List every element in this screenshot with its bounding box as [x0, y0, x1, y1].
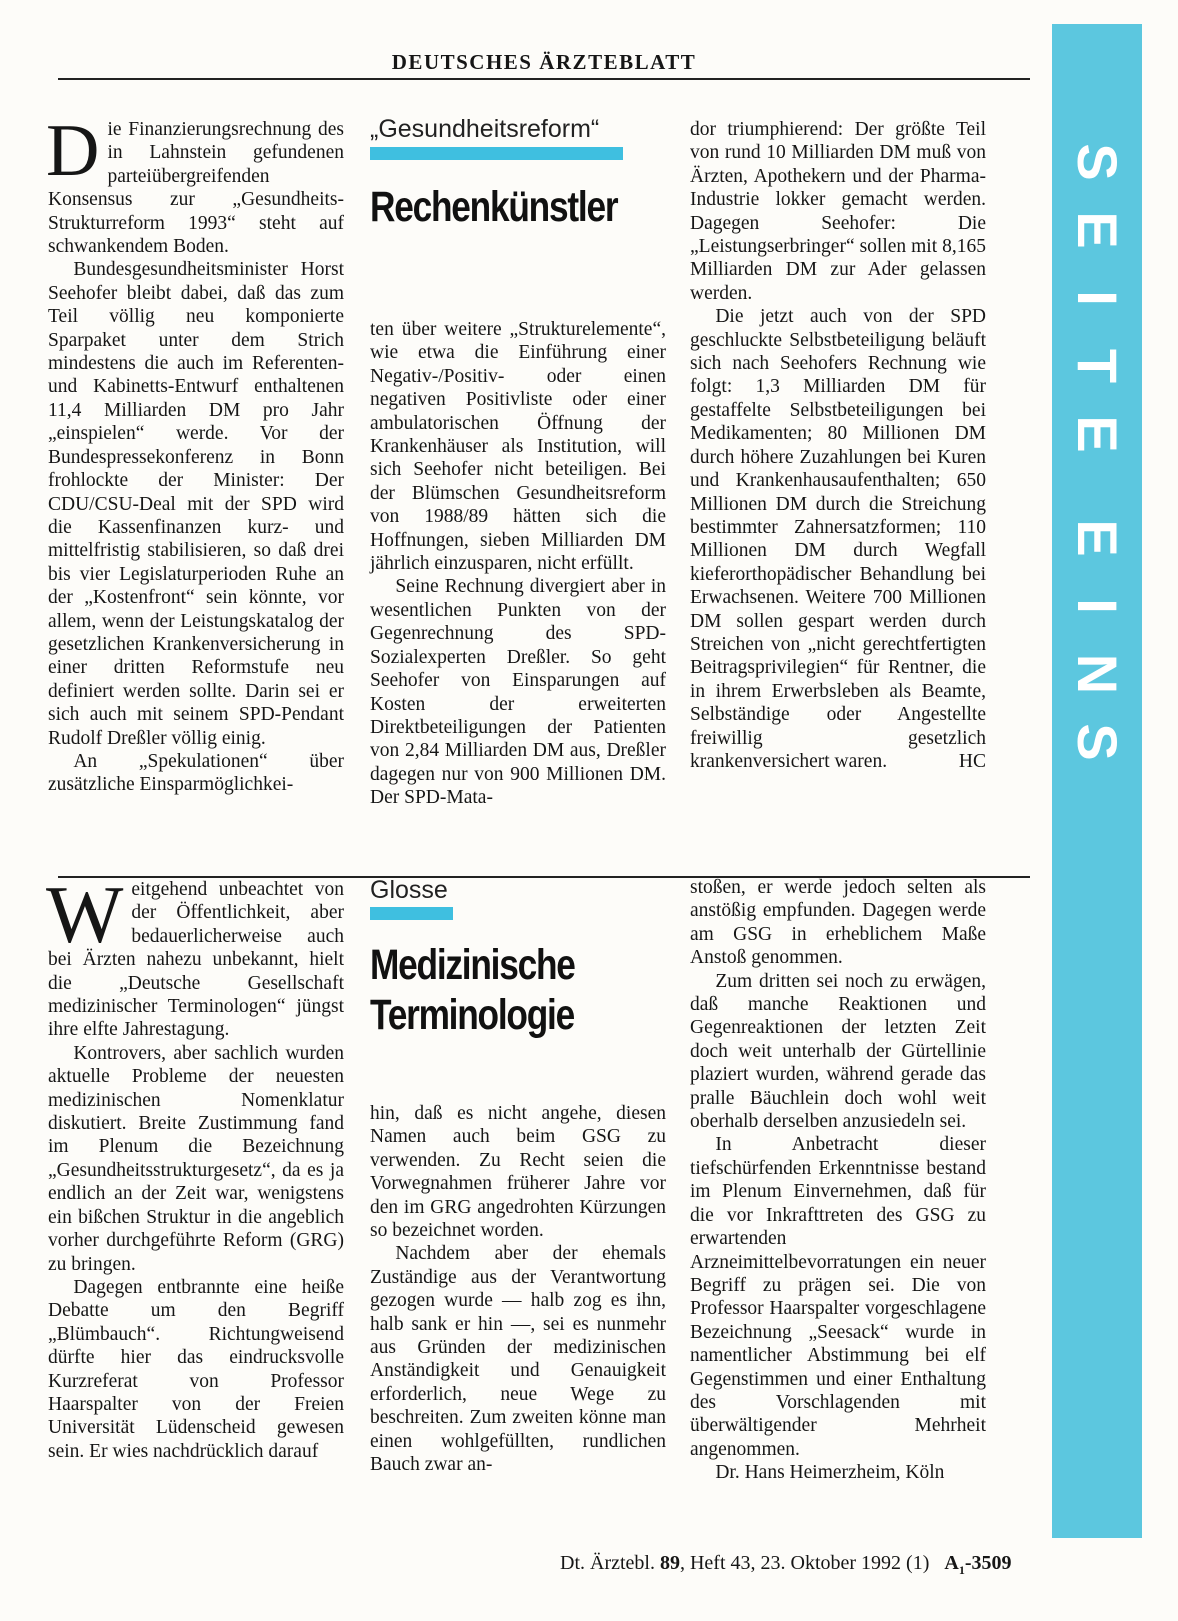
- article2-paragraph: In Anbetracht dieser tiefschürfenden Erkenntnisse bestand im Plenum Einvernehmen, daß für die vor Inkrafttreten des GSG zu erwartenden Arzneimittelbevorratungen ein neuer Begriff zu prägen sei. Die von Professor Haarspalter vorgeschlagene Bezeichnung „Seesack“ wurde in namentlicher Abstimmung bei elf Gegenstimmen und einer Enthaltung des Vorschlagenden mit überwältigender Mehrheit angenommen.: [690, 1134, 986, 1460]
- sidebar-letter: N: [1066, 653, 1129, 695]
- top-rule: [58, 78, 1030, 80]
- article2-paragraph: Kontrovers, aber sachlich wurden aktuelle Probleme der neuesten medizinischen Nomenklatur diskutiert. Breite Zustimmung fand im Plenum die Bezeichnung „Gesundheitsstrukturgesetz“, da es ja endlich an der Zeit war, wenigstens ein bißchen Struktur in die angeblich vorher durchgeführte Reform (GRG) zu bringen.: [48, 1042, 344, 1275]
- kicker-bar: [370, 907, 453, 920]
- sidebar-letter: E: [1066, 211, 1129, 249]
- article1-paragraph: ten über weitere „Strukturelemente“, wie etwa die Einführung einer Negativ-/Positiv- oder einen negativen Positivliste oder einer ambulatorischen Öffnung der Krankenhäuser als Institution, will sich Seehofer nicht beteiligen. Bei der Blümschen Gesundheitsreform von 1988/89 hätten sich die Hoffnungen, sieben Milliarden DM jährlich einzusparen, nicht erfüllt.: [370, 319, 666, 575]
- sidebar-letter: T: [1066, 348, 1129, 384]
- page-footer: [560, 1552, 1080, 1578]
- headline-line: Terminologie: [370, 991, 575, 1039]
- article1-paragraph: ie Finanzierungsrechnung des in Lahnstein gefundenen parteiübergreifenden Konsensus zur „Gesundheits-Strukturreform 1993“ steht auf schwankendem Boden.: [48, 119, 344, 258]
- article1-paragraph: dor triumphierend: Der größte Teil von rund 10 Milliarden DM muß von Ärzten, Apothekern und der Pharma-Industrie lokker gemacht werden. Dagegen Seehofer: Die „Leistungserbringer“ sollen mit 8,165 Milliarden DM zur Ader gelassen werden.: [690, 119, 986, 304]
- article2-column1: [46, 869, 344, 1463]
- kicker-bar: [370, 147, 623, 160]
- article1-signature: HC: [958, 751, 986, 773]
- footer-journal: Dt. Ärztebl.: [560, 1552, 655, 1574]
- article2-column2: [370, 1102, 666, 1477]
- article2-kicker: Glosse: [370, 876, 448, 904]
- sidebar-letter: E: [1066, 415, 1129, 453]
- footer-page-number: -3509: [964, 1552, 1012, 1574]
- article2-paragraph: Zum dritten sei noch zu erwägen, daß manche Reaktionen und Gegenreaktionen der letzten Zeit doch weit unterhalb der Gürtellinie plaziert wurden, während gerade das pralle Bäuchlein doch wohl weit oberhalb derselben anzusiedeln sei.: [690, 970, 986, 1133]
- article1-headline: Rechenkünstler: [370, 183, 618, 231]
- article2-paragraph: Dagegen entbrannte eine heiße Debatte um den Begriff „Blümbauch“. Richtungweisend dürfte hier das eindrucksvolle Kurzreferat von Professor Haarspalter von der Freien Universität Lüdenscheid gewesen sein. Er wies nachdrücklich darauf: [48, 1276, 344, 1462]
- article2-paragraph: eitgehend unbeachtet von der Öffentlichkeit, aber bedauerlicherweise auch bei Ärzten nahezu unbekannt, hielt die „Deutsche Gesellschaft medizinischer Terminologen“ jüngst ihre elfte Jahrestagung.: [48, 879, 344, 1041]
- article1-paragraph: Seine Rechnung divergiert aber in wesentlichen Punkten von der Gegenrechnung des SPD-Sozialexperten Dreßler. So geht Seehofer von Einsparungen auf Kosten der erweiterten Direktbeteiligungen der Patienten von 2,84 Milliarden DM aus, Dreßler dagegen nur von 900 Millionen DM. Der SPD-Mata-: [370, 576, 666, 809]
- sidebar-letter: I: [1066, 598, 1129, 614]
- article1-column1: [46, 110, 344, 797]
- sidebar-letter: E: [1066, 519, 1129, 557]
- seite-eins-sidebar: [1052, 24, 1142, 1538]
- sidebar-letter: S: [1066, 143, 1129, 181]
- article2-author: Dr. Hans Heimerzheim, Köln: [715, 1462, 945, 1484]
- article2-column3: [690, 876, 986, 1485]
- article1-kicker: „Gesundheitsreform“: [370, 115, 600, 143]
- dropcap: W: [46, 869, 124, 960]
- footer-volume: 89: [659, 1552, 680, 1574]
- article2-paragraph: hin, daß es nicht angehe, diesen Namen auch beim GSG zu verwenden. Zu Recht seien die Vorwegnahmen früherer Jahre vor den im GRG angedrohten Kürzungen so bezeichnet worden.: [370, 1103, 666, 1242]
- footer-page-sub: 1: [958, 1563, 965, 1577]
- sidebar-letter: S: [1066, 723, 1129, 761]
- article2-headline: [370, 940, 575, 1040]
- article2-paragraph: Nachdem aber der ehemals Zuständige aus der Verantwortung gezogen wurde — halb zog es ihn, halb sank er hin —, sei es nunmehr aus Gründen der medizinischen Anständigkeit und Genauigkeit erforderlich, neue Wege zu beschreiten. Zum zweiten könne man einen wohlgefüllten, rundlichen Bauch zwar an-: [370, 1243, 666, 1476]
- dropcap: D: [46, 110, 100, 192]
- article1-column3: [690, 118, 986, 774]
- footer-issue: , Heft 43, 23. Oktober 1992 (1): [679, 1552, 930, 1574]
- sidebar-letter: I: [1066, 290, 1129, 306]
- article1-paragraph: Die jetzt auch von der SPD geschluckte Selbstbeteiligung beläuft sich nach Seehofers Rechnung wie folgt: 1,3 Milliarden DM für gestaffelte Selbstbeteiligungen bei Medikamenten; 80 Millionen DM durch höhere Zuzahlungen bei Kuren und Krankenhausaufenthalten; 650 Millionen DM durch die Streichung bestimmter Zahnersatzformen; 110 Millionen DM durch Wegfall kieferorthopädischer Behandlung bei Erwachsenen. Weitere 700 Millionen DM sollen gespart werden durch Streichen von „nicht gerechtfertigten Beitragsprivilegien“ für Rentner, die in ihrem Erwerbsleben als Beamte, Selbständige oder Angestellte freiwillig gesetzlich krankenversichert waren.: [690, 306, 986, 772]
- article1-column2: [370, 318, 666, 810]
- article1-paragraph: An „Spekulationen“ über zusätzliche Einsparmöglichkei-: [48, 750, 344, 796]
- article1-paragraph: Bundesgesundheitsminister Horst Seehofer bleibt dabei, daß das zum Teil völlig neu komponierte Sparpaket unter dem Strich mindestens die auch im Referenten- und Kabinetts-Entwurf enthaltenen 11,4 Milliarden DM pro Jahr „einspielen“ werde. Vor der Bundespressekonferenz in Bonn frohlockte der Minister: Der CDU/CSU-Deal mit der SPD wird die Kassenfinanzen kurz- und mittelfristig stabilisieren, so daß drei bis vier Legislaturperioden Ruhe an der „Kostenfront“ sein könnte, vor allem, wenn der Leistungskatalog der gesetzlichen Krankenversicherung in einer dritten Reformstufe neu definiert werden sollte. Darin sei er sich auch mit seinem SPD-Pendant Rudolf Dreßler völlig einig.: [48, 259, 344, 749]
- masthead: DEUTSCHES ÄRZTEBLATT: [391, 50, 697, 74]
- article2-paragraph: stoßen, er werde jedoch selten als anstößig empfunden. Dagegen werde am GSG in erheblichem Maße Anstoß genommen.: [690, 877, 986, 969]
- headline-line: Medizinische: [370, 941, 575, 989]
- footer-page-prefix: A: [944, 1552, 959, 1574]
